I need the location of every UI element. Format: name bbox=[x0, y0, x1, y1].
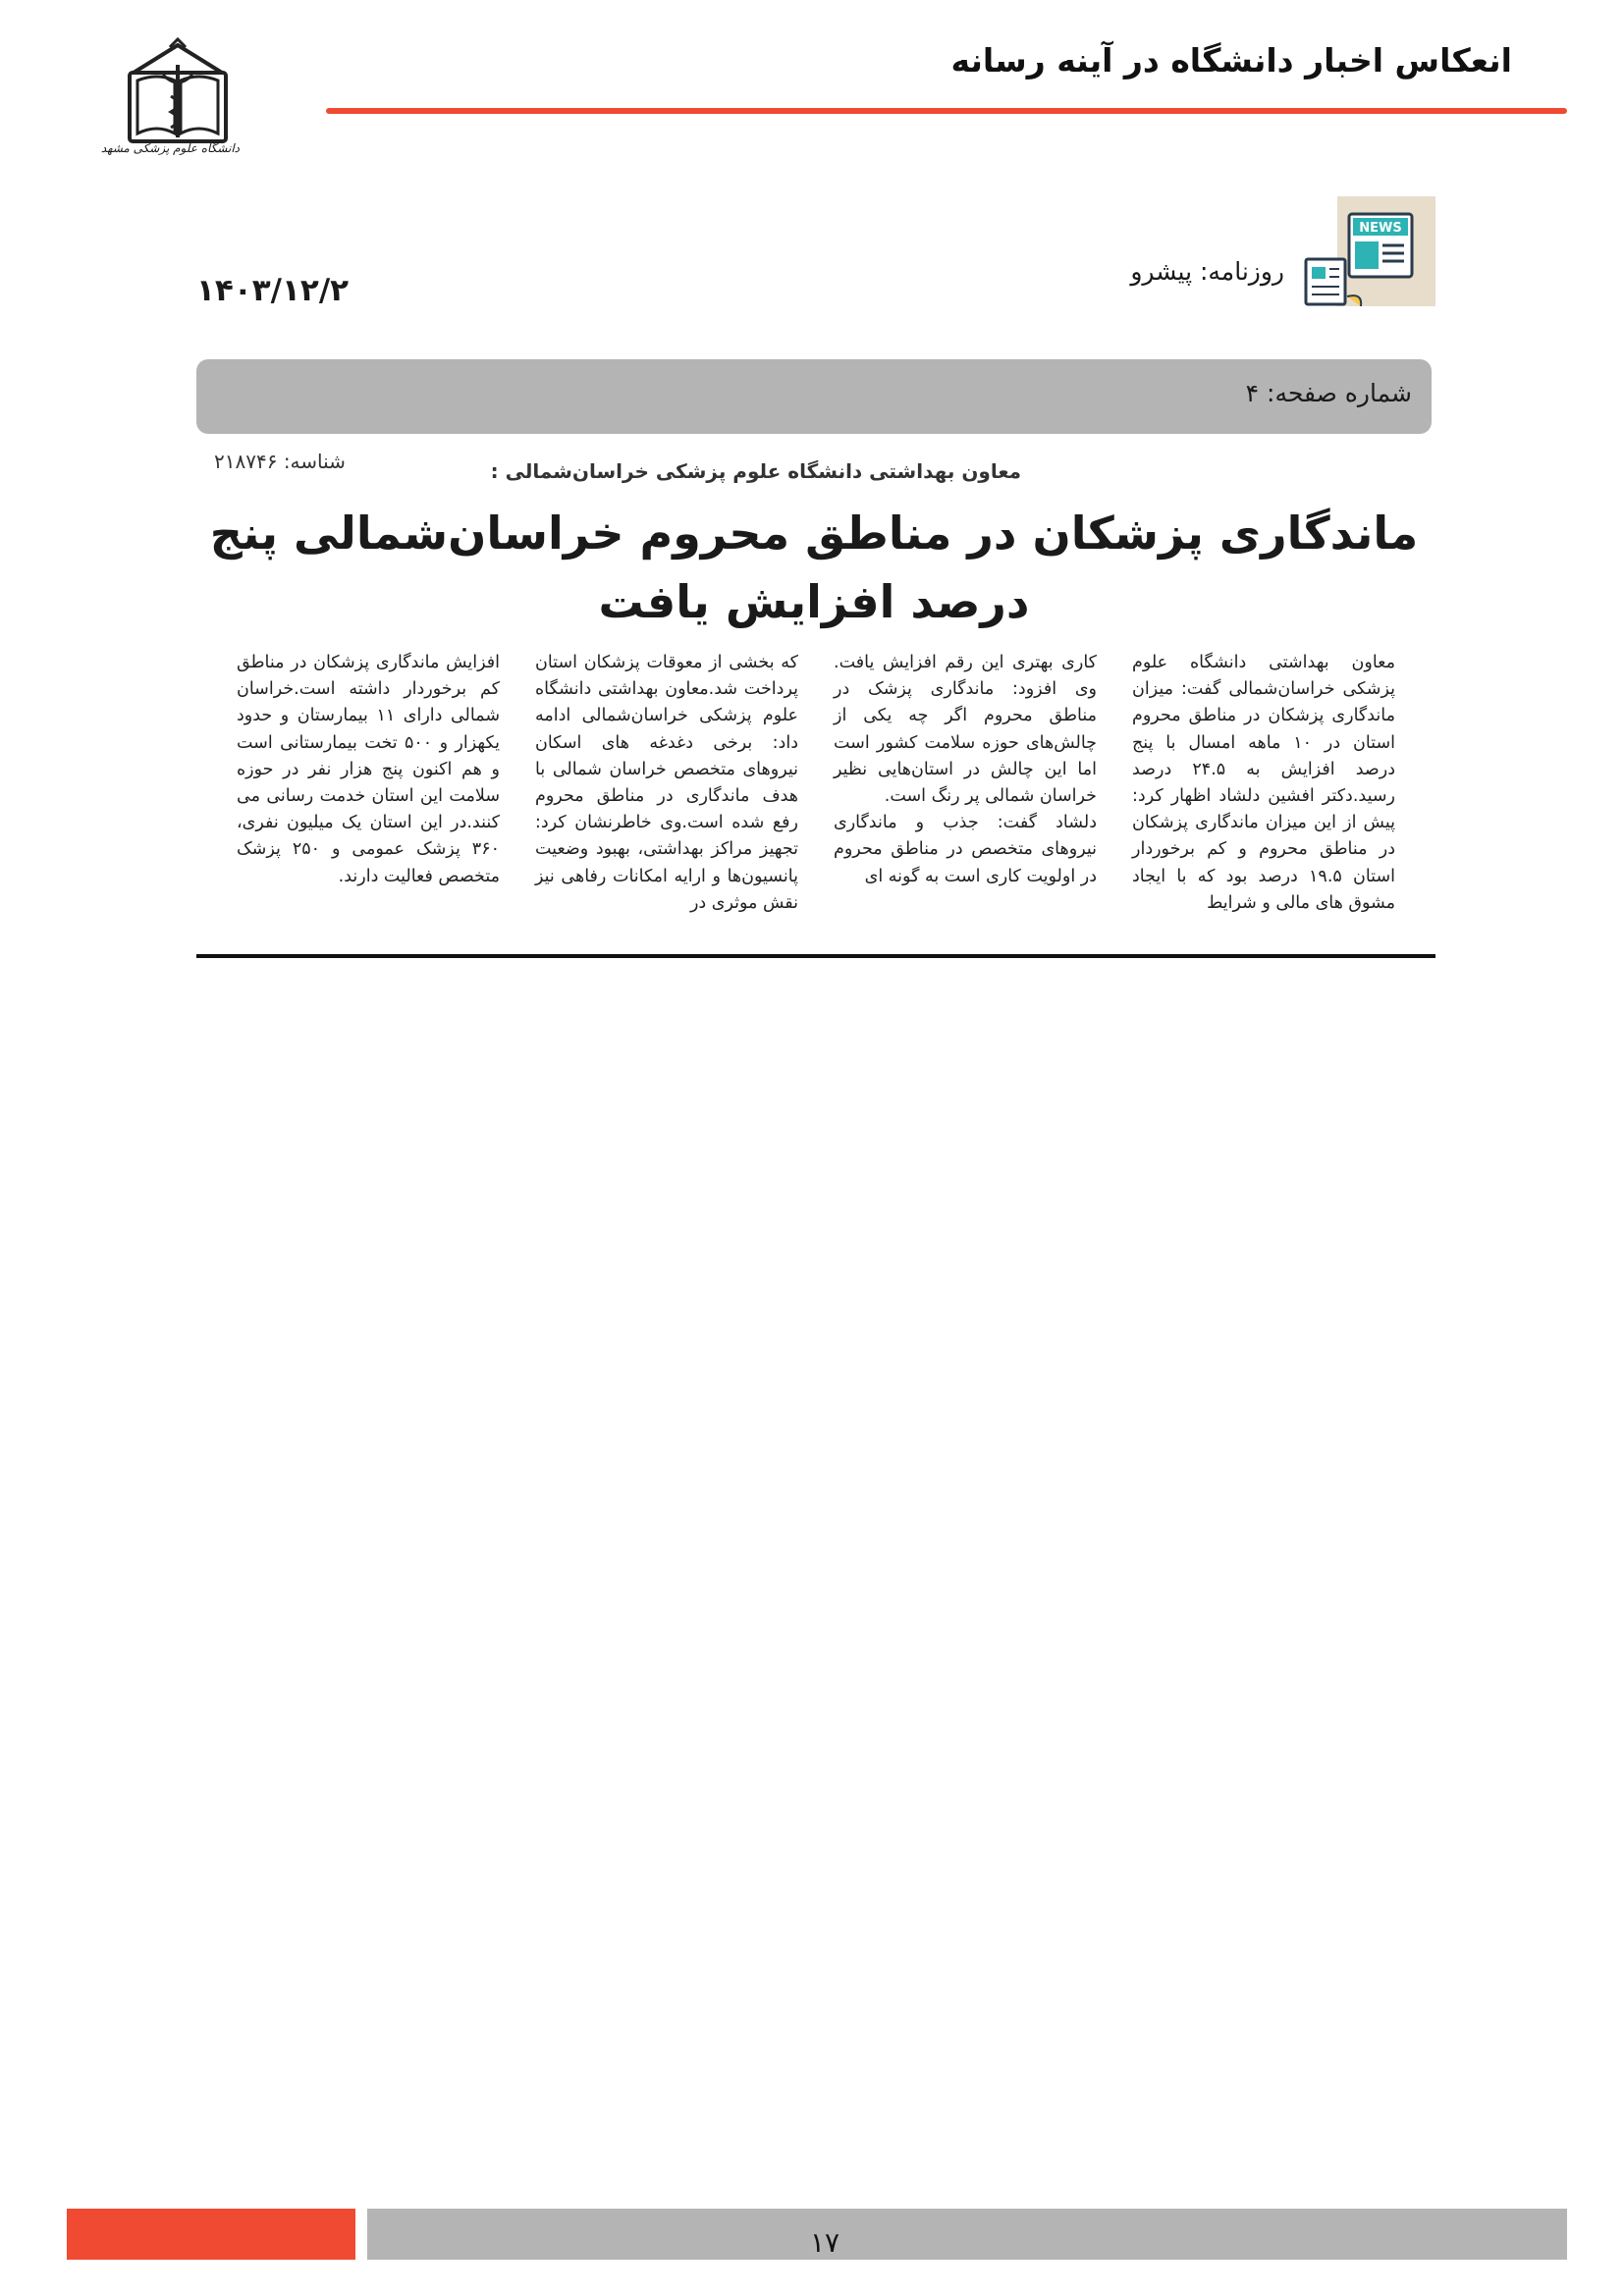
newspaper-icon bbox=[1304, 196, 1435, 310]
page-number-label bbox=[1246, 379, 1412, 407]
article-bottom-divider bbox=[196, 954, 1435, 958]
publication-date: ۱۴۰۳/۱۲/۲ bbox=[196, 273, 350, 308]
column-paragraph: معاون بهداشتی دانشگاه علوم پزشکی خراسان‌شمالی گفت: میزان ماندگاری پزشکان در مناطق محروم استان در ۱۰ ماهه امسال با پنج درصد افزایش به ۲۴.۵ درصد رسید.دکتر افشین دلشاد اظهار کرد: پیش از این میزان ماندگاری پزشکان در مناطق محروم و کم برخوردار استان ۱۹.۵ درصد بود که با ایجاد مشوق های مالی و شرایط bbox=[1132, 653, 1395, 913]
header-title: انعکاس اخبار دانشگاه در آینه رسانه bbox=[950, 41, 1512, 80]
article-column-2 bbox=[834, 650, 1097, 890]
article-id-value: ۲۱۸۷۴۶ bbox=[214, 450, 278, 473]
page-label: شماره صفحه: bbox=[1267, 379, 1412, 407]
news-icon-text: NEWS bbox=[1359, 221, 1402, 236]
newspaper-name bbox=[1130, 257, 1284, 286]
footer-bar bbox=[367, 2209, 1567, 2260]
column-paragraph: کاری بهتری این رقم افزایش یافت. وی افزود: ماندگاری پزشک در مناطق محروم اگر چه یکی از چالش‌های حوزه سلامت کشور است اما این چالش در استان‌هایی نظیر خراسان شمالی پر رنگ است. bbox=[834, 653, 1097, 807]
newspaper-title: پیشرو bbox=[1130, 257, 1193, 286]
header-divider bbox=[326, 108, 1567, 114]
university-logo bbox=[100, 35, 240, 167]
article-column-4 bbox=[237, 650, 500, 890]
article-kicker: معاون بهداشتی دانشگاه علوم پزشکی خراسان‌شمالی : bbox=[490, 459, 1021, 483]
article-column-3 bbox=[535, 650, 798, 917]
logo-caption: دانشگاه علوم پزشکی مشهد bbox=[100, 141, 240, 155]
article-id bbox=[214, 450, 346, 473]
footer-accent-bar bbox=[67, 2209, 355, 2260]
column-paragraph: دلشاد گفت: جذب و ماندگاری نیروهای متخصص در مناطق محروم در اولویت کاری است به گونه ای bbox=[834, 813, 1097, 886]
page-number-bar bbox=[196, 359, 1432, 434]
footer-page-number: ۱۷ bbox=[809, 2226, 840, 2259]
newspaper-label: روزنامه: bbox=[1199, 257, 1284, 286]
article-column-1 bbox=[1132, 650, 1395, 917]
page-number: ۴ bbox=[1245, 379, 1260, 407]
article-id-label: شناسه: bbox=[283, 450, 346, 473]
column-paragraph: افزایش ماندگاری پزشکان در مناطق کم برخوردار داشته است.خراسان شمالی دارای ۱۱ بیمارستان و حدود یکهزار و ۵۰۰ تخت بیمارستانی است و هم اکنون پنج هزار نفر در حوزه سلامت این استان خدمت رسانی می کنند.در این استان یک میلیون نفری، ۳۶۰ پزشک عمومی و ۲۵۰ پزشک متخصص فعالیت دارند. bbox=[237, 653, 500, 886]
article-headline: ماندگاری پزشکان در مناطق محروم خراسان‌شمالی پنج درصد افزایش یافت bbox=[209, 507, 1419, 628]
column-paragraph: که بخشی از معوقات پزشکان استان پرداخت شد.معاون بهداشتی دانشگاه علوم پزشکی خراسان‌شمالی ادامه داد: برخی دغدغه های اسکان نیروهای متخصص خراسان شمالی با هدف ماندگاری در مناطق محروم رفع شده است.وی خاطرنشان کرد: تجهیز مراکز بهداشتی، بهبود وضعیت پانسیون‌ها و ارایه امکانات رفاهی نیز نقش موثری در bbox=[535, 653, 798, 913]
